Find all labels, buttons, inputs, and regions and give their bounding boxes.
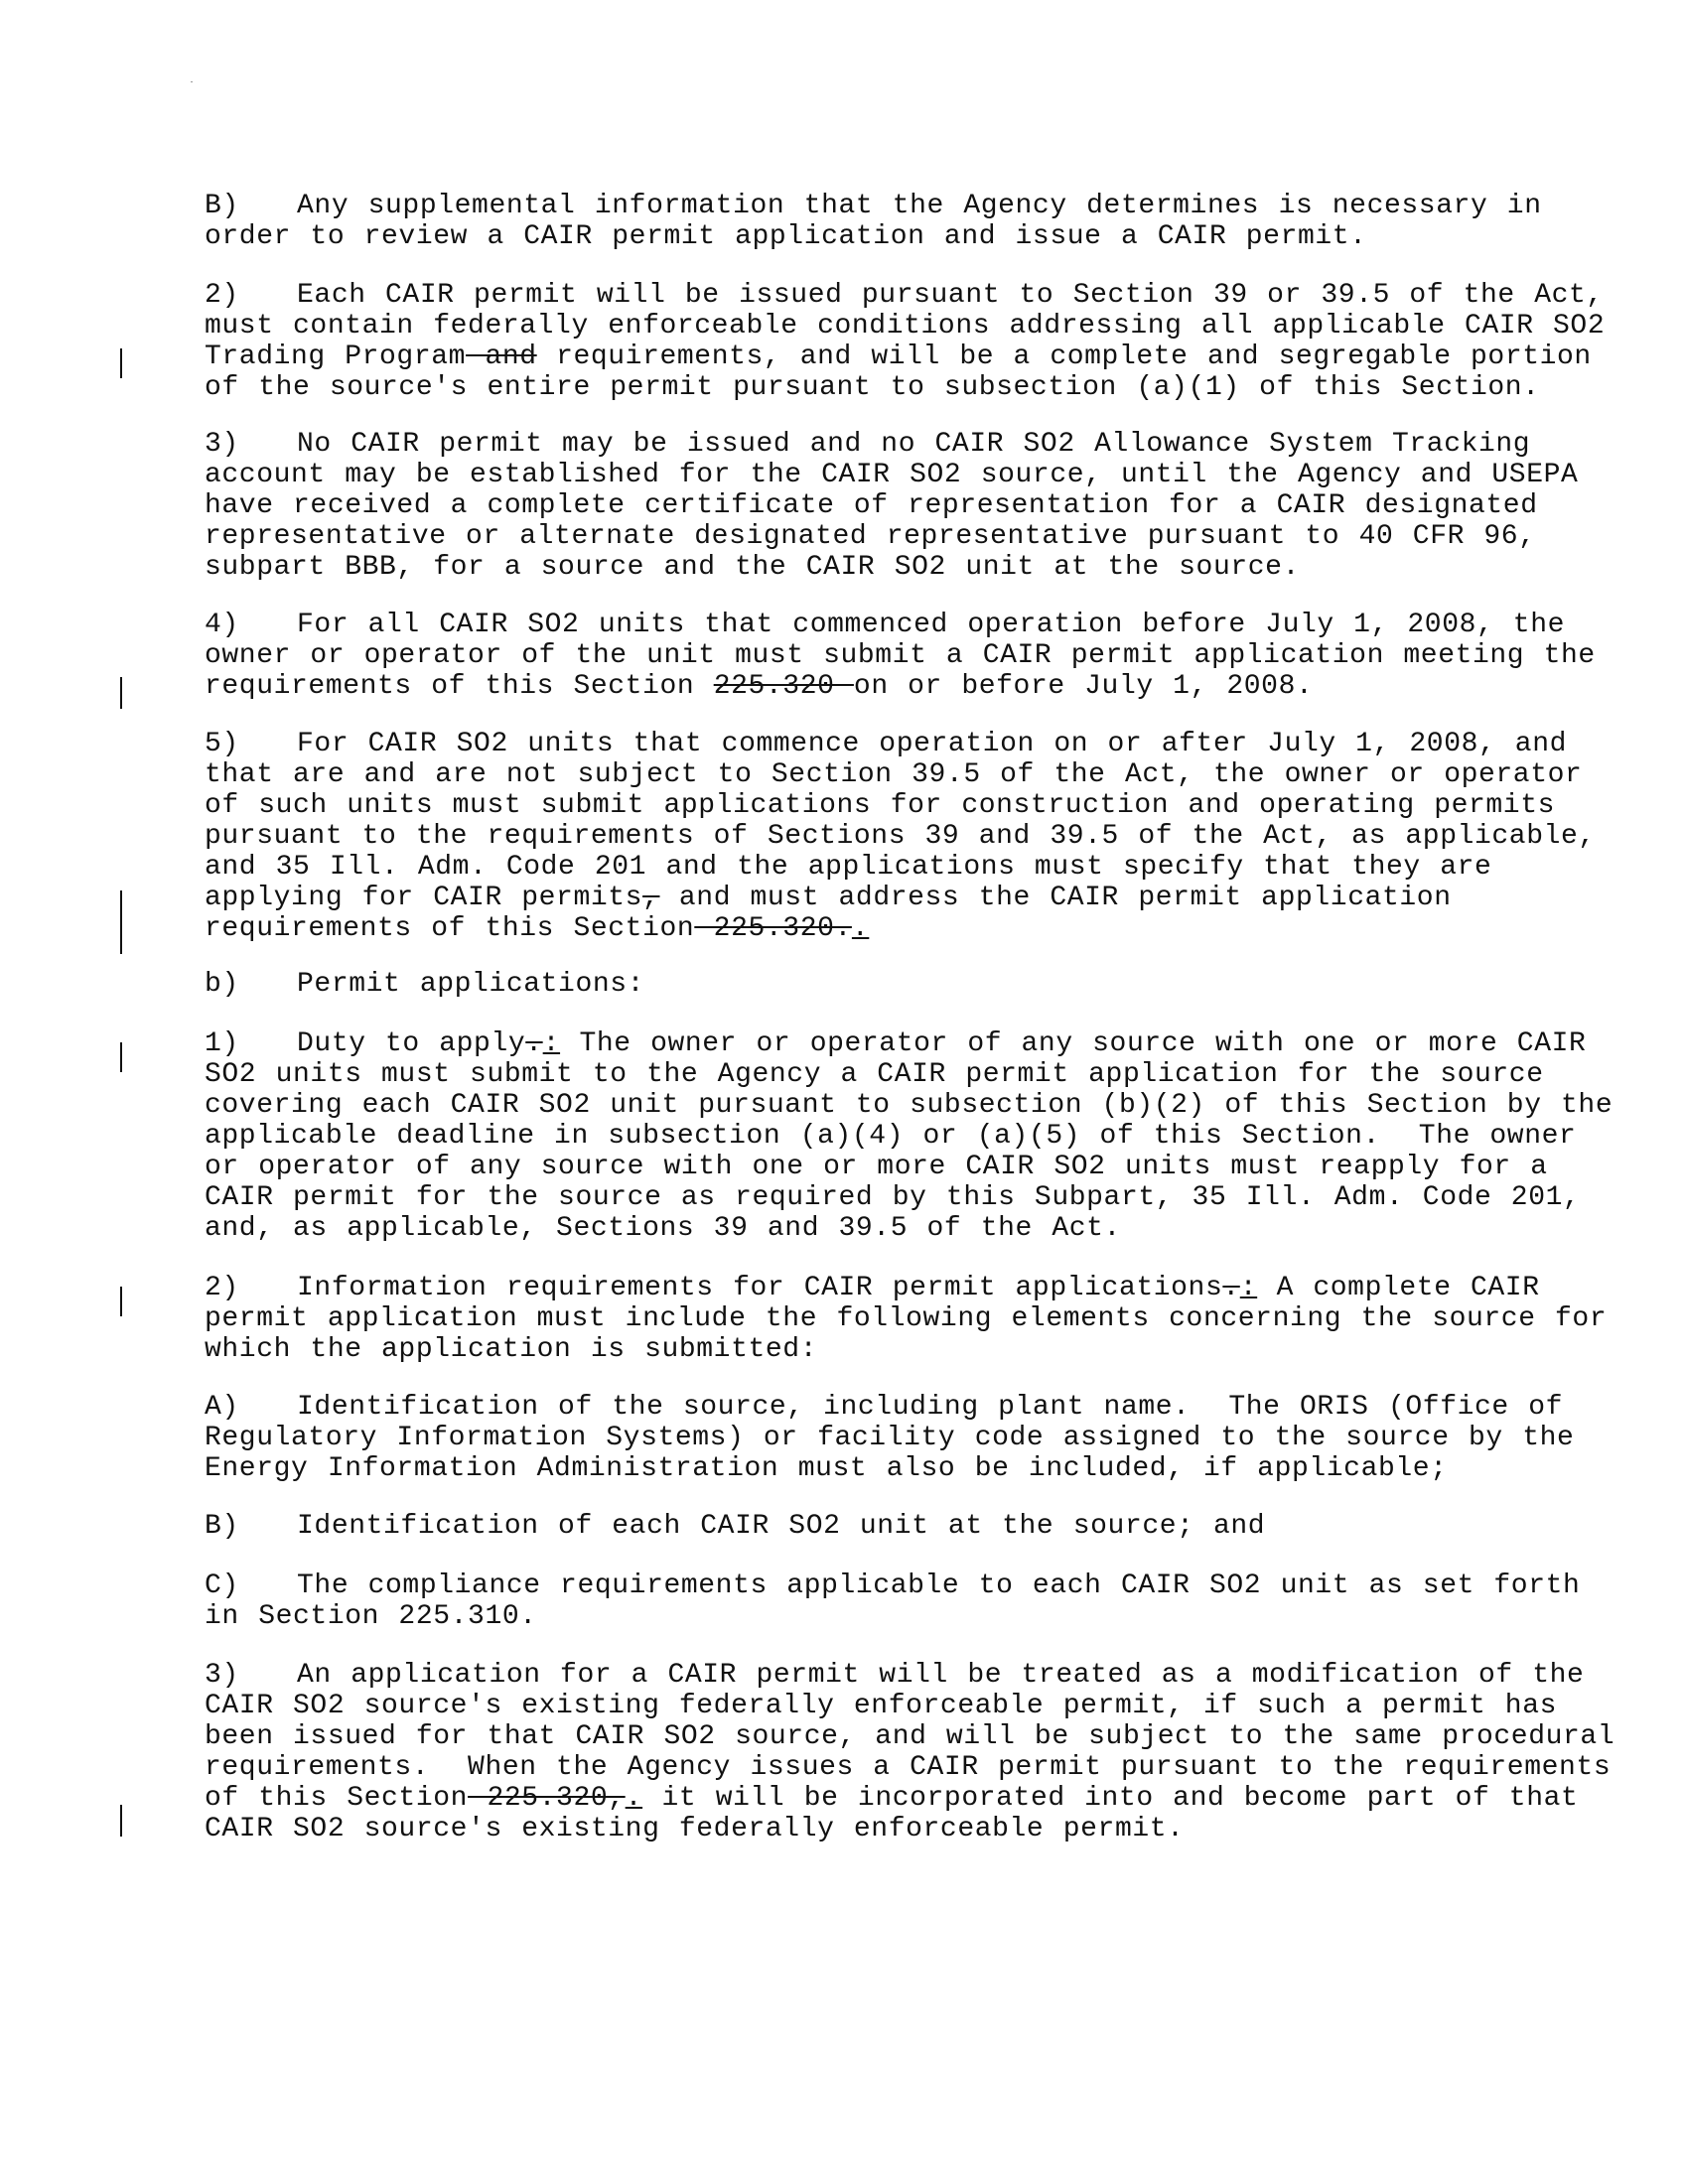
text-line: that are and are not subject to Section 39.5 of the Act, the owner or operator bbox=[205, 759, 1583, 790]
paragraph-b-permit-applications bbox=[205, 969, 1535, 1000]
deleted-text: 225.320, bbox=[468, 1783, 626, 1814]
text-line: 5) For CAIR SO2 units that commence operation on or after July 1, 2008, and bbox=[205, 729, 1568, 759]
text-segment: 2) Information requirements for CAIR permit applications bbox=[205, 1273, 1223, 1303]
text-line: B) Any supplemental information that the Agency determines is necessary in bbox=[205, 191, 1542, 221]
text-line bbox=[205, 1028, 1587, 1059]
text-line: pursuant to the requirements of Sections 39 and 39.5 of the Act, as applicable, bbox=[205, 821, 1596, 852]
text-segment: The owner or operator of any source with one or more CAIR bbox=[560, 1028, 1587, 1059]
change-bar bbox=[120, 1287, 122, 1316]
change-bar bbox=[120, 890, 122, 954]
text-segment: and must address the CAIR permit application bbox=[659, 883, 1452, 913]
inserted-text: : bbox=[1239, 1273, 1258, 1303]
change-bar bbox=[120, 1805, 122, 1837]
text-segment: A complete CAIR bbox=[1257, 1273, 1540, 1303]
deleted-text: 225.320 bbox=[713, 671, 854, 702]
text-segment: 1) Duty to apply bbox=[205, 1028, 526, 1059]
text-line: order to review a CAIR permit application and issue a CAIR permit. bbox=[205, 221, 1367, 252]
text-segment: applying for CAIR permits bbox=[205, 883, 643, 913]
text-line: have received a complete certificate of representation for a CAIR designated bbox=[205, 490, 1538, 521]
text-segment: of this Section bbox=[205, 1783, 469, 1814]
text-line: and 35 Ill. Adm. Code 201 and the applications must specify that they are bbox=[205, 852, 1492, 883]
text-line bbox=[205, 1273, 1540, 1303]
paragraph-C-compliance bbox=[205, 1570, 1581, 1632]
text-segment: requirements, and will be a complete and segregable portion bbox=[536, 341, 1592, 372]
text-line: permit application must include the following elements concerning the source for bbox=[205, 1303, 1608, 1334]
paragraph-1-duty-to-apply bbox=[205, 1028, 1614, 1244]
text-segment: requirements of this Section bbox=[205, 913, 695, 944]
paragraph-2-information bbox=[205, 1273, 1608, 1365]
text-segment: requirements of this Section bbox=[205, 671, 714, 702]
text-line: CAIR SO2 source's existing federally enforceable permit. bbox=[205, 1814, 1185, 1844]
scan-speck bbox=[191, 81, 193, 82]
text-line: been issued for that CAIR SO2 source, and will be subject to the same procedural bbox=[205, 1721, 1615, 1752]
deleted-text: and bbox=[466, 341, 537, 372]
text-line: requirements. When the Agency issues a CAIR permit pursuant to the requirements bbox=[205, 1752, 1612, 1783]
change-bar bbox=[120, 677, 122, 709]
change-bar bbox=[120, 1042, 122, 1072]
text-line: which the application is submitted: bbox=[205, 1334, 818, 1365]
text-line: in Section 225.310. bbox=[205, 1601, 537, 1632]
inserted-text: : bbox=[542, 1028, 561, 1059]
text-line: Regulatory Information Systems) or facility code assigned to the source by the bbox=[205, 1423, 1575, 1453]
text-line: C) The compliance requirements applicable to each CAIR SO2 unit as set forth bbox=[205, 1570, 1581, 1601]
deleted-text: , bbox=[642, 883, 660, 913]
text-line: CAIR permit for the source as required by this Subpart, 35 Ill. Adm. Code 201, bbox=[205, 1182, 1581, 1213]
text-line bbox=[205, 913, 1535, 944]
text-line: or operator of any source with one or more CAIR SO2 units must reapply for a bbox=[205, 1152, 1548, 1182]
text-line: applicable deadline in subsection (a)(4) or (a)(5) of this Section. The owner bbox=[205, 1121, 1577, 1152]
inserted-text: . bbox=[625, 1783, 643, 1814]
text-line: 3) No CAIR permit may be issued and no CAIR SO2 Allowance System Tracking bbox=[205, 429, 1531, 460]
text-line: B) Identification of each CAIR SO2 unit at the source; and bbox=[205, 1511, 1266, 1542]
text-segment: Trading Program bbox=[205, 341, 467, 372]
paragraph-B-supplemental bbox=[205, 191, 1542, 252]
text-line: must contain federally enforceable conditions addressing all applicable CAIR SO2 bbox=[205, 311, 1606, 341]
text-segment: it will be incorporated into and become part of that bbox=[642, 1783, 1579, 1814]
paragraph-B-identification bbox=[205, 1511, 1535, 1542]
text-line: owner or operator of the unit must submit a CAIR permit application meeting the bbox=[205, 640, 1596, 671]
text-line: Energy Information Administration must also be included, if applicable; bbox=[205, 1453, 1448, 1484]
inserted-text: . bbox=[851, 913, 870, 944]
text-line: account may be established for the CAIR SO2 source, until the Agency and USEPA bbox=[205, 460, 1579, 490]
text-line: A) Identification of the source, including plant name. The ORIS (Office of bbox=[205, 1392, 1564, 1423]
text-line: representative or alternate designated representative pursuant to 40 CFR 96, bbox=[205, 521, 1536, 552]
text-line: SO2 units must submit to the Agency a CAIR permit application for the source bbox=[205, 1059, 1544, 1090]
text-line bbox=[205, 883, 1535, 913]
text-line: of the source's entire permit pursuant to subsection (a)(1) of this Section. bbox=[205, 372, 1540, 403]
deleted-text: . bbox=[1222, 1273, 1240, 1303]
text-line: covering each CAIR SO2 unit pursuant to subsection (b)(2) of this Section by the bbox=[205, 1090, 1614, 1121]
text-line bbox=[205, 671, 1535, 702]
paragraph-3-application bbox=[205, 1660, 1615, 1844]
paragraph-2-each-permit bbox=[205, 280, 1606, 403]
paragraph-A-identification bbox=[205, 1392, 1575, 1484]
deleted-text: . bbox=[525, 1028, 543, 1059]
paragraph-4-all-units bbox=[205, 610, 1596, 702]
text-line bbox=[205, 1783, 1579, 1814]
text-line bbox=[205, 341, 1592, 372]
text-line: and, as applicable, Sections 39 and 39.5 of the Act. bbox=[205, 1213, 1121, 1244]
text-line: CAIR SO2 source's existing federally enforceable permit, if such a permit has bbox=[205, 1691, 1558, 1721]
paragraph-5-commence bbox=[205, 729, 1596, 944]
deleted-text: 225.320. bbox=[694, 913, 852, 944]
text-line: 2) Each CAIR permit will be issued pursuant to Section 39 or 39.5 of the Act, bbox=[205, 280, 1604, 311]
text-segment: on or before July 1, 2008. bbox=[853, 671, 1314, 702]
text-line: 3) An application for a CAIR permit will be treated as a modification of the bbox=[205, 1660, 1585, 1691]
text-line: subpart BBB, for a source and the CAIR SO2 unit at the source. bbox=[205, 552, 1300, 583]
text-line: b) Permit applications: bbox=[205, 969, 645, 1000]
text-line: of such units must submit applications for construction and operating permits bbox=[205, 790, 1556, 821]
change-bar bbox=[120, 348, 122, 378]
text-line: 4) For all CAIR SO2 units that commenced operation before July 1, 2008, the bbox=[205, 610, 1566, 640]
paragraph-3-no-permit bbox=[205, 429, 1579, 583]
